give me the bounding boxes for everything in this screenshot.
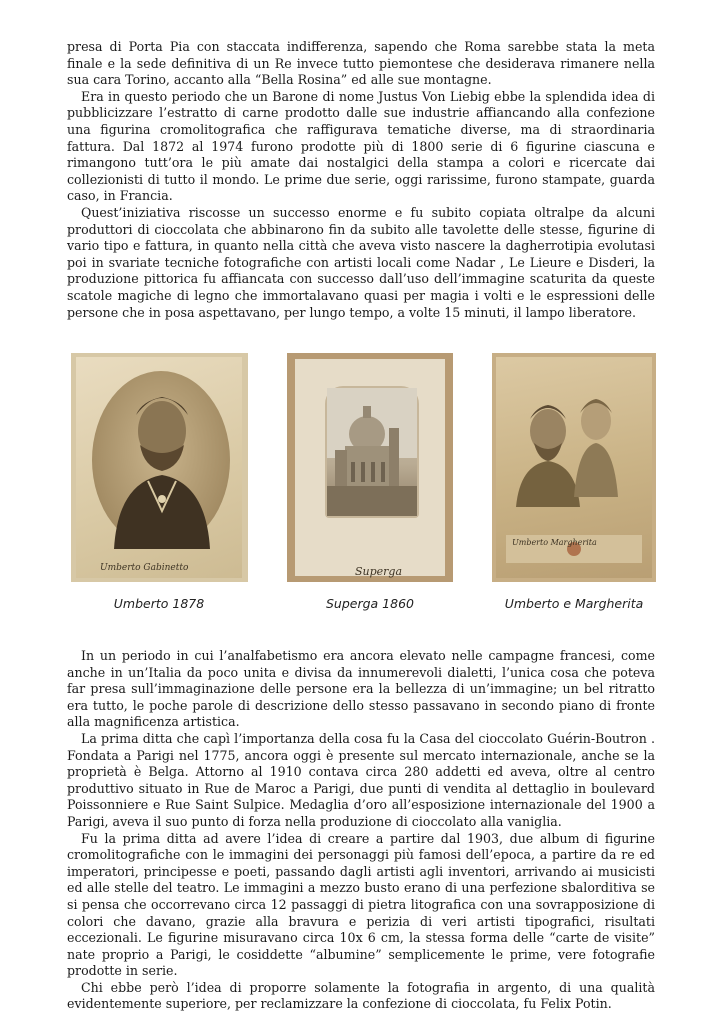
bottom-text-block <box>67 648 655 1013</box>
photo-umberto-1878 <box>71 353 248 582</box>
caption-photo-2: Superga 1860 <box>325 596 414 611</box>
paragraph: presa di Porta Pia con staccata indifferenza, sapendo che Roma sarebbe stata la meta finale e la sede definitiva di un Re invece tutto piemontese che desiderava rimanere nella sua cara Torino, accanto alla “Bella Rosina” ed alle sue montagne. <box>67 39 655 88</box>
caption-photo-1: Umberto 1878 <box>113 596 205 611</box>
paragraph: In un periodo in cui l’analfabetismo era ancora elevato nelle campagne francesi, come anche in un’Italia da poco unita e divisa da innumerevoli dialetti, l’unica cosa che poteva far presa sull’immaginazione delle persone era la bellezza di un’immagine; un bel ritratto era tutto, le poche parole di descrizione dello stesso passavano in secondo piano di fronte alla magnificenza artistica. <box>67 648 655 730</box>
paragraph: La prima ditta che capì l’importanza della cosa fu la Casa del cioccolato Guérin-Boutron . Fondata a Parigi nel 1775, ancora oggi è presente sul mercato internazionale, anche se la proprietà è Belga. Attorno al 1910 contava circa 280 addetti ed aveva, oltre al centro produttivo situato in Rue de Maroc a Parigi, due punti di vendita al dettaglio in boulevard Poissonniere e Rue Saint Sulpice. Medaglia d’oro all’esposizione internazionale del 1900 a Parigi, aveva il suo punto di forza nella produzione di cioccolato alla vaniglia. <box>67 730 655 829</box>
photo-inscription: Umberto Margherita <box>512 538 597 547</box>
paragraph: Era in questo periodo che un Barone di nome Justus Von Liebig ebbe la splendida idea di pubblicizzare l’estratto di carne prodotto dalle sue industrie affiancando alla confezione una figurina cromolitografica che raffigurava tematiche diverse, ma di straordinaria fattura. Dal 1872 al 1974 furono prodotte più di 1800 serie di 6 figurine ciascuna e rimangono tutt’ora le più amate dai nostalgici della stampa a colori e ricercate dai collezionisti di tutto il mondo. Le prime due serie, oggi rarissime, furono stampate, guarda caso, in Francia. <box>67 88 655 204</box>
paragraph: Chi ebbe però l’idea di proporre solamente la fotografia in argento, di una qualità evidentemente superiore, per reclamizzare la confezione di cioccolata, fu Felix Potin. <box>67 979 655 1012</box>
top-text-block <box>67 39 655 321</box>
photo-inscription: Umberto Gabinetto <box>100 563 189 573</box>
basilica-drawing <box>327 388 417 516</box>
portrait-figure <box>92 371 230 549</box>
caption-photo-3: Umberto e Margherita <box>504 596 644 611</box>
photo-superga-1860 <box>287 353 453 582</box>
photo-inscription: Superga <box>355 565 403 578</box>
photo-umberto-e-margherita <box>492 353 656 582</box>
paragraph: Fu la prima ditta ad avere l’idea di creare a partire dal 1903, due album di figurine cromolitografiche con le immagini dei personaggi più famosi dell’epoca, a partire da re ed imperatori, principesse e poeti, passando dagli artisti agli inventori, arrivando ai musicisti ed alle stelle del teatro. Le immagini a mezzo busto erano di una perfezione sbalorditiva se si pensa che occorrevano circa 12 passaggi di pietra litografica con una sovrapposizione di colori che davano, grazie alla bravura e perizia di veri artisti tipografici, risultati eccezionali. Le figurine misuravano circa 10x 6 cm, la stessa forma delle “carte de visite” nate proprio a Parigi, le cosiddette “albumine” semplicemente le prime, vere fotografie prodotte in serie. <box>67 830 655 979</box>
paragraph: Quest’iniziativa riscosse un successo enorme e fu subito copiata oltralpe da alcuni produttori di cioccolata che abbinarono fin da subito alle tavolette delle stesse, figurine di vario tipo e fattura, in quanto nella città che aveva visto nascere la dagherrotipia evolutasi poi in svariate tecniche fotografiche con artisti locali come Nadar , Le Lieure e Disderi, la produzione pittorica fu affiancata con successo dall’uso dell’immagine scaturita da queste scatole magiche di legno che immortalavano quasi per magia i volti e le espressioni delle persone che in posa aspettavano, per lungo tempo, a volte 15 minuti, il lampo liberatore. <box>67 204 655 320</box>
